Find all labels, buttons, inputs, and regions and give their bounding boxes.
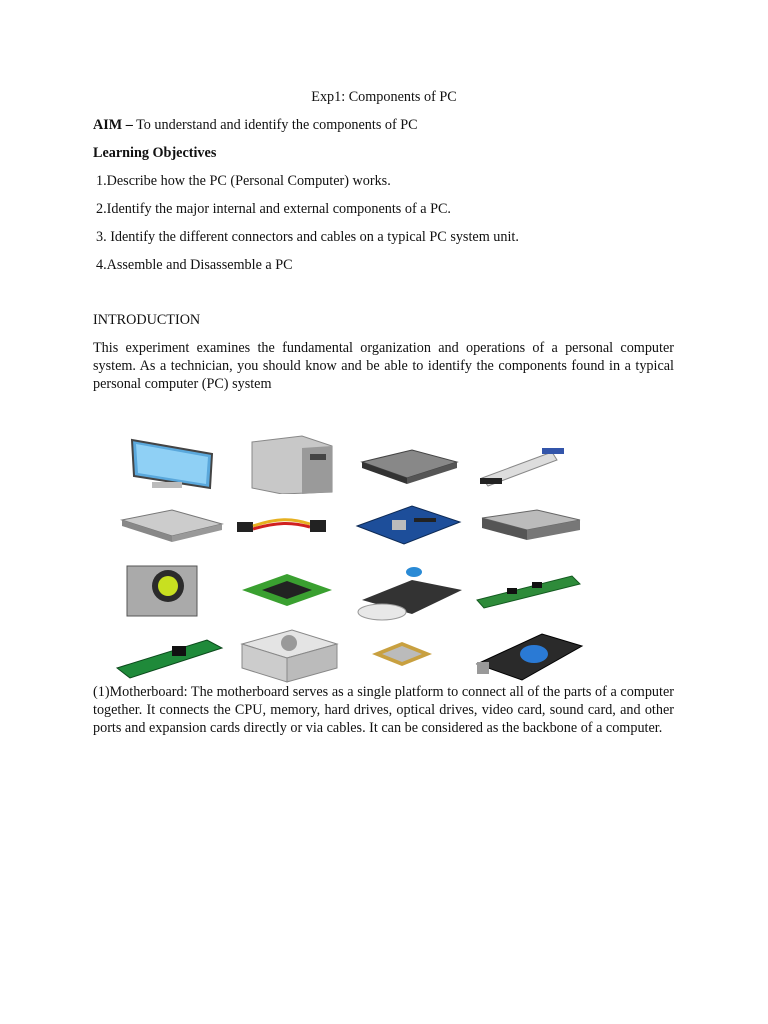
expansion-card-icon: [112, 624, 224, 686]
objectives-heading: Learning Objectives: [93, 145, 217, 161]
hard-drive-icon: [352, 432, 464, 494]
power-connector-icon: [232, 496, 344, 558]
motherboard-paragraph: (1)Motherboard: The motherboard serves as a single platform to connect all of the parts of a computer together. It connects the CPU, memory, hard drives, optical drives, video card, sound card, and other ports and expansion cards directly or via cables. It can be considered as the backbone of a computer.: [93, 684, 674, 736]
objective-item: 4.Assemble and Disassemble a PC: [96, 257, 293, 273]
optical-drive-icon: [472, 496, 584, 558]
power-supply-icon: [232, 624, 344, 686]
processor-icon: [352, 624, 464, 686]
aim-label: AIM –: [93, 117, 133, 133]
cpu-cooler-icon: [112, 560, 224, 622]
ribbon-cable-icon: [472, 432, 584, 494]
ram-stick-icon: [472, 560, 584, 622]
aim-text: To understand and identify the components of PC: [132, 117, 418, 133]
pc-components-illustration: [112, 432, 592, 668]
chip-icon: [232, 560, 344, 622]
monitor-icon: [112, 432, 224, 494]
system-unit-icon: [232, 432, 344, 494]
intro-paragraph: This experiment examines the fundamental organization and operations of a personal computer system. As a technician, you should know and be able to identify the components found in a typical personal computer (PC) system: [93, 340, 674, 392]
motherboard-icon: [352, 496, 464, 558]
objective-item: 3. Identify the different connectors and cables on a typical PC system unit.: [96, 229, 519, 245]
objective-item: 1.Describe how the PC (Personal Computer) works.: [96, 173, 391, 189]
objective-item: 2.Identify the major internal and external components of a PC.: [96, 201, 451, 217]
intro-heading: INTRODUCTION: [93, 312, 201, 328]
page-title: Exp1: Components of PC: [311, 89, 457, 105]
aim-line: [93, 116, 418, 134]
ssd-icon: [112, 496, 224, 558]
graphics-card-icon: [472, 624, 584, 686]
dvd-drive-icon: [352, 560, 464, 622]
